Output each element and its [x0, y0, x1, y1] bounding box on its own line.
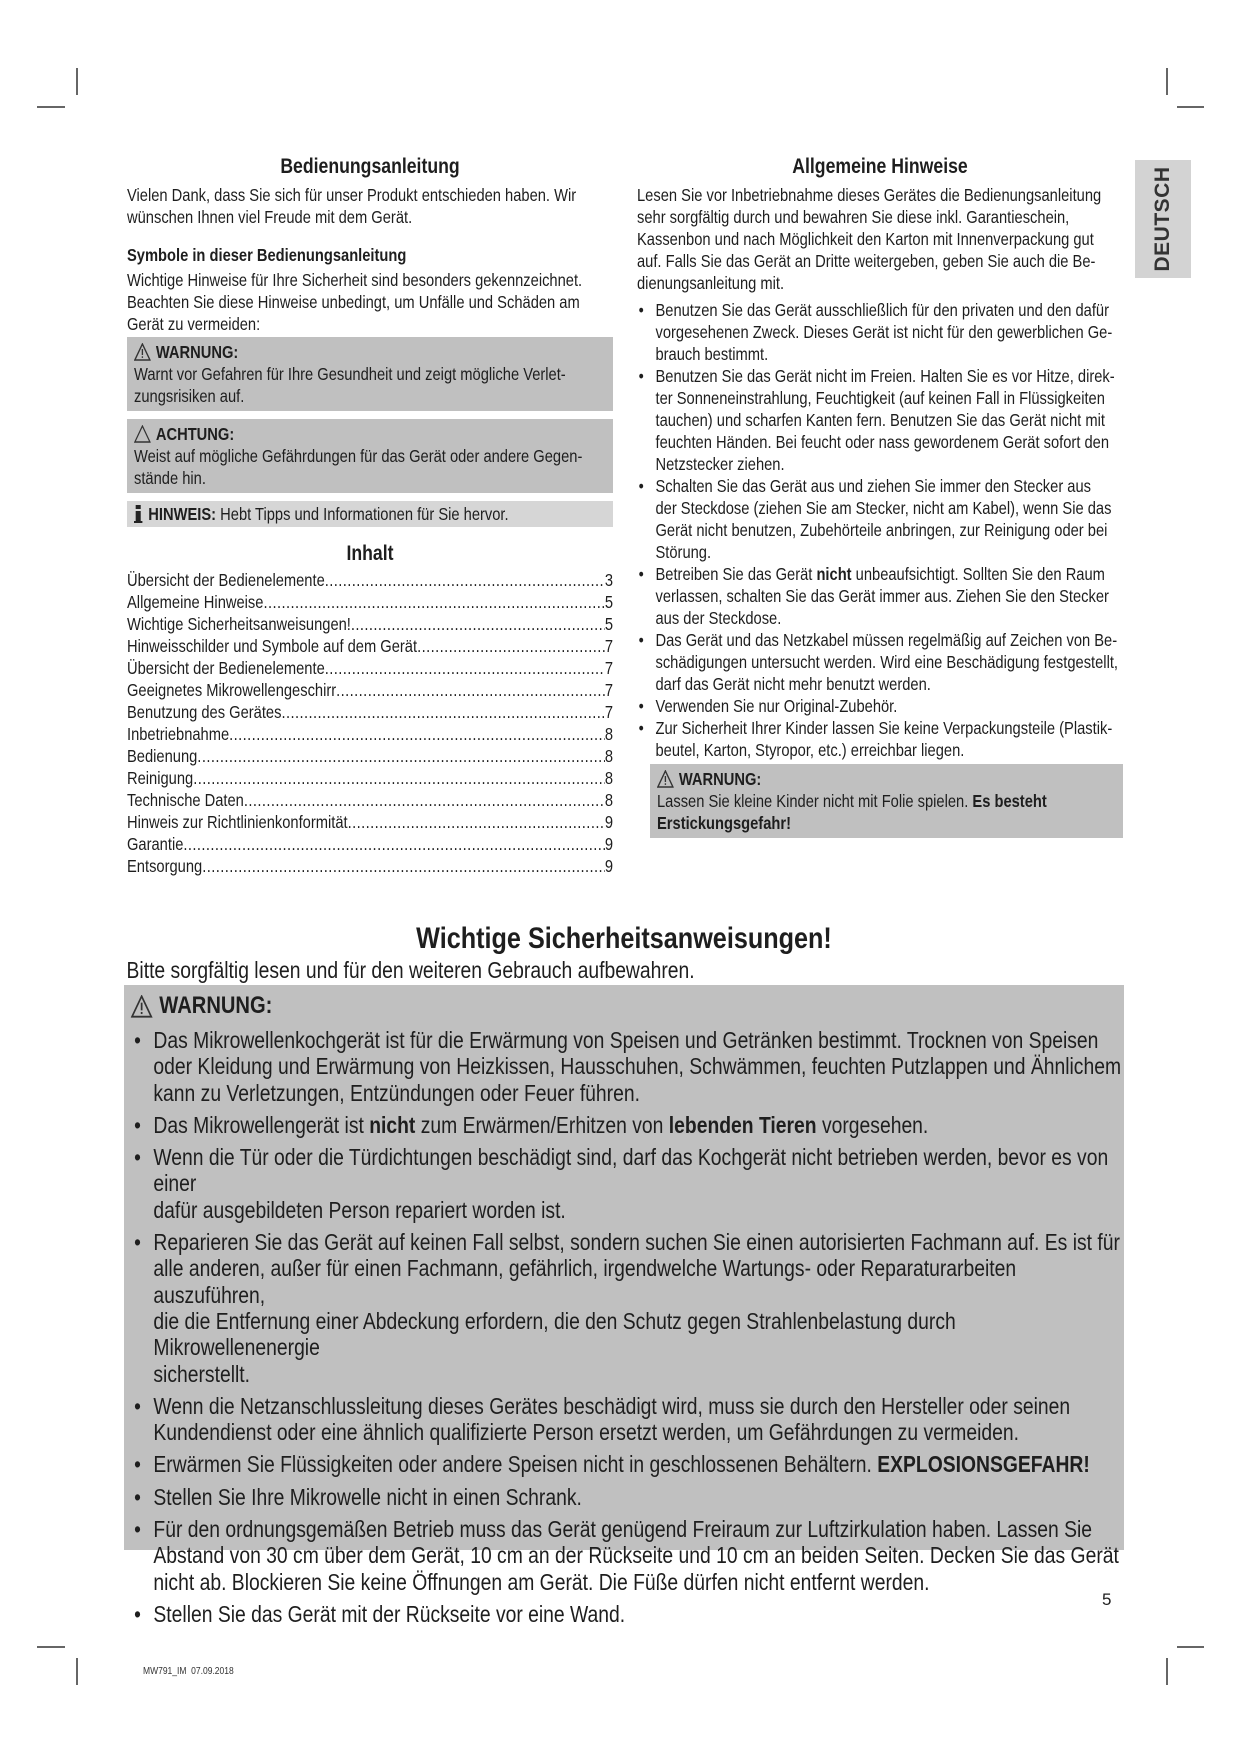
list-item-text: Betreiben Sie das Gerät [655, 564, 817, 584]
safety-item-text: Für den ordnungsgemäßen Betrieb muss das Gerät genügend Freiraum zur Luftzirkulation haben. Lassen Sie Abstand von 30 cm über dem Gerät, 10 cm an der Rückseite und 10 cm an beiden Seiten. Decken Sie das Gerät nicht ab. Blockieren Sie keine Öffnungen am Gerät. Die Füße dürfen nicht entfernt werden. [153, 1516, 1119, 1595]
toc-title: Inhalt [346, 542, 394, 565]
toc-entry-page: 7 [604, 658, 613, 678]
toc-entry[interactable] [127, 767, 613, 789]
toc-leader-dots [183, 833, 604, 855]
toc-entry-label: Garantie [127, 834, 184, 854]
toc-entry-label: Allgemeine Hinweise [127, 592, 264, 612]
toc-entry[interactable] [127, 613, 613, 635]
safety-item [131, 1601, 1124, 1627]
list-item-text: Zur Sicherheit Ihrer Kinder lassen Sie keine Verpackungsteile (Plastik- beutel, Karton, Styropor, etc.) erreichbar liegen. [655, 718, 1113, 760]
toc-entry-label: Wichtige Sicherheitsanweisungen! [127, 614, 351, 634]
general-notes-title: Allgemeine Hinweise [792, 155, 968, 178]
crop-mark [1177, 106, 1204, 108]
safety-item-text: zum Erwärmen/Erhitzen von [415, 1111, 669, 1138]
list-item [637, 299, 1123, 365]
toc-entry-page: 8 [604, 746, 613, 766]
toc-entry-label: Hinweisschilder und Symbole auf dem Gerät [127, 636, 418, 656]
list-item [637, 365, 1123, 475]
list-item [637, 717, 1123, 761]
safety-item-text: Reparieren Sie das Gerät auf keinen Fall selbst, sondern suchen Sie einen autorisierten Fachmann auf. Es ist für alle anderen, außer für einen Fachmann, gefährlich, irgendwelche Wartungs- oder Reparaturarbeiten auszuführen, die die Entfernung einer Abdeckung erfordern, die den Schutz gegen Strahlenbelastung durch Mikrowellenenergie sicherstellt. [153, 1229, 1120, 1387]
manual-title: Bedienungsanleitung [280, 155, 460, 178]
toc-leader-dots [193, 767, 605, 789]
safety-warning-box [124, 985, 1124, 1627]
toc-entry[interactable] [127, 701, 613, 723]
safety-item-emphasis: lebenden Tieren [668, 1111, 817, 1138]
table-of-contents [127, 569, 613, 877]
safety-item [131, 1229, 1124, 1387]
caution-triangle-icon [134, 425, 151, 443]
toc-entry[interactable] [127, 657, 613, 679]
list-item-text: unbeaufsichtigt. Sollten Sie den Raum verlassen, schalten Sie das Gerät immer aus. Ziehen Sie den Stecker aus der Steckdose. [655, 564, 1109, 628]
safety-item-emphasis: nicht [369, 1111, 416, 1138]
toc-entry-label: Bedienung [127, 746, 198, 766]
toc-entry-page: 5 [604, 614, 613, 634]
note-box [127, 501, 613, 527]
symbols-heading: Symbole in dieser Bedienungsanleitung [127, 245, 407, 265]
toc-entry-page: 9 [604, 834, 613, 854]
toc-leader-dots [263, 591, 604, 613]
note-label: HINWEIS: [148, 504, 217, 524]
toc-leader-dots [229, 723, 605, 745]
toc-leader-dots [244, 789, 605, 811]
general-notes-list [637, 299, 1123, 761]
warning-emphasis: Es besteht Erstickungsgefahr! [657, 791, 1047, 833]
toc-entry-page: 9 [604, 856, 613, 876]
toc-entry[interactable] [127, 635, 613, 657]
crop-mark [1166, 1658, 1168, 1685]
toc-entry[interactable] [127, 591, 613, 613]
toc-leader-dots [417, 635, 605, 657]
toc-leader-dots [348, 811, 605, 833]
list-item [637, 629, 1123, 695]
crop-mark [37, 106, 65, 108]
toc-leader-dots [325, 657, 605, 679]
safety-item-emphasis: EXPLOSIONSGEFAHR! [877, 1451, 1090, 1478]
safety-warning-label: WARNUNG: [159, 992, 273, 1019]
crop-mark [1177, 1646, 1204, 1648]
general-notes-intro: Lesen Sie vor Inbetriebnahme dieses Gerätes die Bedienungsanleitung sehr sorgfältig durch und bewahren Sie diese inkl. Garantieschein, Kassenbon und nach Möglichkeit den Karton mit Innenverpackung gut auf. Falls Sie das Gerät an Dritte weitergeben, geben Sie auch die Be- dienungsanleitung mit. [637, 185, 1102, 293]
toc-entry-label: Übersicht der Bedienelemente [127, 658, 325, 678]
info-icon [134, 505, 142, 523]
list-item [637, 563, 1123, 629]
list-item [637, 695, 1123, 717]
toc-entry-page: 8 [604, 768, 613, 788]
crop-mark [76, 1658, 78, 1685]
caution-label: ACHTUNG: [155, 424, 235, 444]
toc-entry-page: 7 [604, 702, 613, 722]
list-item-text: Benutzen Sie das Gerät ausschließlich für den privaten und den dafür vorgesehenen Zweck. Dieses Gerät ist nicht für den gewerblichen Ge- brauch bestimmt. [655, 300, 1113, 364]
toc-entry-label: Technische Daten [127, 790, 244, 810]
warning-triangle-icon [131, 995, 153, 1018]
language-tab [1135, 160, 1191, 278]
toc-entry-page: 7 [604, 680, 613, 700]
toc-entry-page: 8 [604, 724, 613, 744]
left-column [127, 154, 613, 877]
page-number: 5 [1102, 1590, 1112, 1609]
toc-entry-label: Geeignetes Mikrowellengeschirr [127, 680, 337, 700]
caution-box [127, 419, 613, 493]
toc-leader-dots [351, 613, 605, 635]
toc-leader-dots [202, 855, 605, 877]
toc-entry-label: Hinweis zur Richtlinienkonformität [127, 812, 348, 832]
safety-item [131, 1144, 1124, 1223]
list-item-text: Schalten Sie das Gerät aus und ziehen Sie immer den Stecker aus der Steckdose (ziehen Sie am Stecker, nicht am Kabel), wenn Sie das Gerät nicht benutzen, Zubehörteile anbringen, zur Reinigung oder bei Störung. [655, 476, 1112, 562]
toc-entry-page: 5 [604, 592, 613, 612]
toc-entry-page: 7 [604, 636, 613, 656]
toc-entry[interactable] [127, 679, 613, 701]
safety-item-text: Stellen Sie das Gerät mit der Rückseite vor eine Wand. [153, 1600, 626, 1627]
warning-text: Warnt vor Gefahren für Ihre Gesundheit und zeigt mögliche Verlet- zungsrisiken auf. [134, 364, 566, 406]
crop-mark [1166, 68, 1168, 95]
language-tab-label: DEUTSCH [1151, 166, 1174, 272]
right-column [637, 154, 1123, 838]
toc-entry[interactable] [127, 569, 613, 591]
safety-item-text: Wenn die Netzanschlussleitung dieses Gerätes beschädigt wird, muss sie durch den Hersteller oder seinen Kundendienst oder eine ähnlich qualifizierte Person ersetzt werden, um Gefährdungen zu vermeiden. [153, 1392, 1071, 1446]
warning-triangle-icon [134, 343, 151, 361]
children-warning-box [650, 764, 1123, 838]
warning-text: Lassen Sie kleine Kinder nicht mit Folie spielen. [657, 791, 973, 811]
safety-item-text: vorgesehen. [816, 1111, 929, 1138]
safety-item [131, 1484, 1124, 1510]
toc-entry[interactable] [127, 723, 613, 745]
toc-leader-dots [325, 569, 605, 591]
toc-entry[interactable] [127, 833, 613, 855]
warning-box [127, 337, 613, 411]
toc-entry-page: 9 [604, 812, 613, 832]
safety-item [131, 1516, 1124, 1595]
note-text: Hebt Tipps und Informationen für Sie hervor. [216, 504, 509, 524]
safety-item-text: Das Mikrowellenkochgerät ist für die Erwärmung von Speisen und Getränken bestimmt. Trocknen von Speisen oder Kleidung und Erwärmung von Heizkissen, Hausschuhen, Schwämmen, feuchten Putzlappen und Ähnlichem kann zu Verletzungen, Entzündungen oder Feuer führen. [153, 1027, 1122, 1106]
toc-entry[interactable] [127, 789, 613, 811]
symbols-text: Wichtige Hinweise für Ihre Sicherheit sind besonders gekennzeichnet. Beachten Sie diese Hinweise unbedingt, um Unfälle und Schäden am Gerät zu vermeiden: [127, 270, 583, 334]
safety-title: Wichtige Sicherheitsanweisungen! [416, 922, 832, 955]
toc-entry-label: Inbetriebnahme [127, 724, 230, 744]
crop-mark [76, 68, 78, 95]
crop-mark [37, 1646, 65, 1648]
toc-entry-page: 8 [604, 790, 613, 810]
safety-item-text: Wenn die Tür oder die Türdichtungen beschädigt sind, darf das Kochgerät nicht betrieben werden, bevor es von einer dafür ausgebildeten Person repariert worden ist. [153, 1144, 1109, 1223]
footer-code: MW791_IM 07.09.2018 [143, 1666, 234, 1677]
safety-list [131, 1027, 1124, 1627]
warning-label: WARNUNG: [155, 342, 239, 362]
toc-entry-label: Entsorgung [127, 856, 203, 876]
safety-item-text: Das Mikrowellengerät ist [153, 1111, 370, 1138]
intro-text: Vielen Dank, dass Sie sich für unser Produkt entschieden haben. Wir wünschen Ihnen viel Freude mit dem Gerät. [127, 185, 577, 227]
toc-entry[interactable] [127, 745, 613, 767]
toc-leader-dots [281, 701, 604, 723]
toc-leader-dots [336, 679, 605, 701]
warning-triangle-icon [657, 770, 674, 788]
safety-header [124, 922, 1124, 984]
caution-text: Weist auf mögliche Gefährdungen für das Gerät oder andere Gegen- stände hin. [134, 446, 583, 488]
toc-entry-label: Reinigung [127, 768, 194, 788]
safety-item [131, 1451, 1124, 1477]
list-item-text: Verwenden Sie nur Original-Zubehör. [655, 696, 898, 716]
safety-item [131, 1112, 1124, 1138]
toc-entry[interactable] [127, 855, 613, 877]
safety-subtitle: Bitte sorgfältig lesen und für den weiteren Gebrauch aufbewahren. [126, 957, 695, 983]
safety-item [131, 1393, 1124, 1446]
list-item-text: Benutzen Sie das Gerät nicht im Freien. Halten Sie es vor Hitze, direk- ter Sonneneinstrahlung, Feuchtigkeit (auf keinen Fall in Flüssigkeiten tauchen) und scharfen Kanten fern. Benutzen Sie das Gerät nicht mit feuchten Händen. Bei feucht oder nass gewordenem Gerät sofort den Netzstecker ziehen. [655, 366, 1115, 474]
toc-entry-page: 3 [604, 570, 613, 590]
list-item [637, 475, 1123, 563]
safety-item-text: Erwärmen Sie Flüssigkeiten oder andere Speisen nicht in geschlossenen Behältern. [153, 1451, 878, 1478]
safety-item-text: Stellen Sie Ihre Mikrowelle nicht in einen Schrank. [153, 1483, 582, 1510]
toc-entry[interactable] [127, 811, 613, 833]
toc-entry-label: Übersicht der Bedienelemente [127, 570, 325, 590]
toc-leader-dots [197, 745, 605, 767]
warning-label: WARNUNG: [678, 769, 762, 789]
list-item-text: Das Gerät und das Netzkabel müssen regelmäßig auf Zeichen von Be- schädigungen untersucht werden. Wird eine Beschädigung festgestellt, darf das Gerät nicht mehr benutzt werden. [655, 630, 1119, 694]
list-item-emphasis: nicht [816, 564, 852, 584]
toc-entry-label: Benutzung des Gerätes [127, 702, 282, 722]
safety-item [131, 1027, 1124, 1106]
